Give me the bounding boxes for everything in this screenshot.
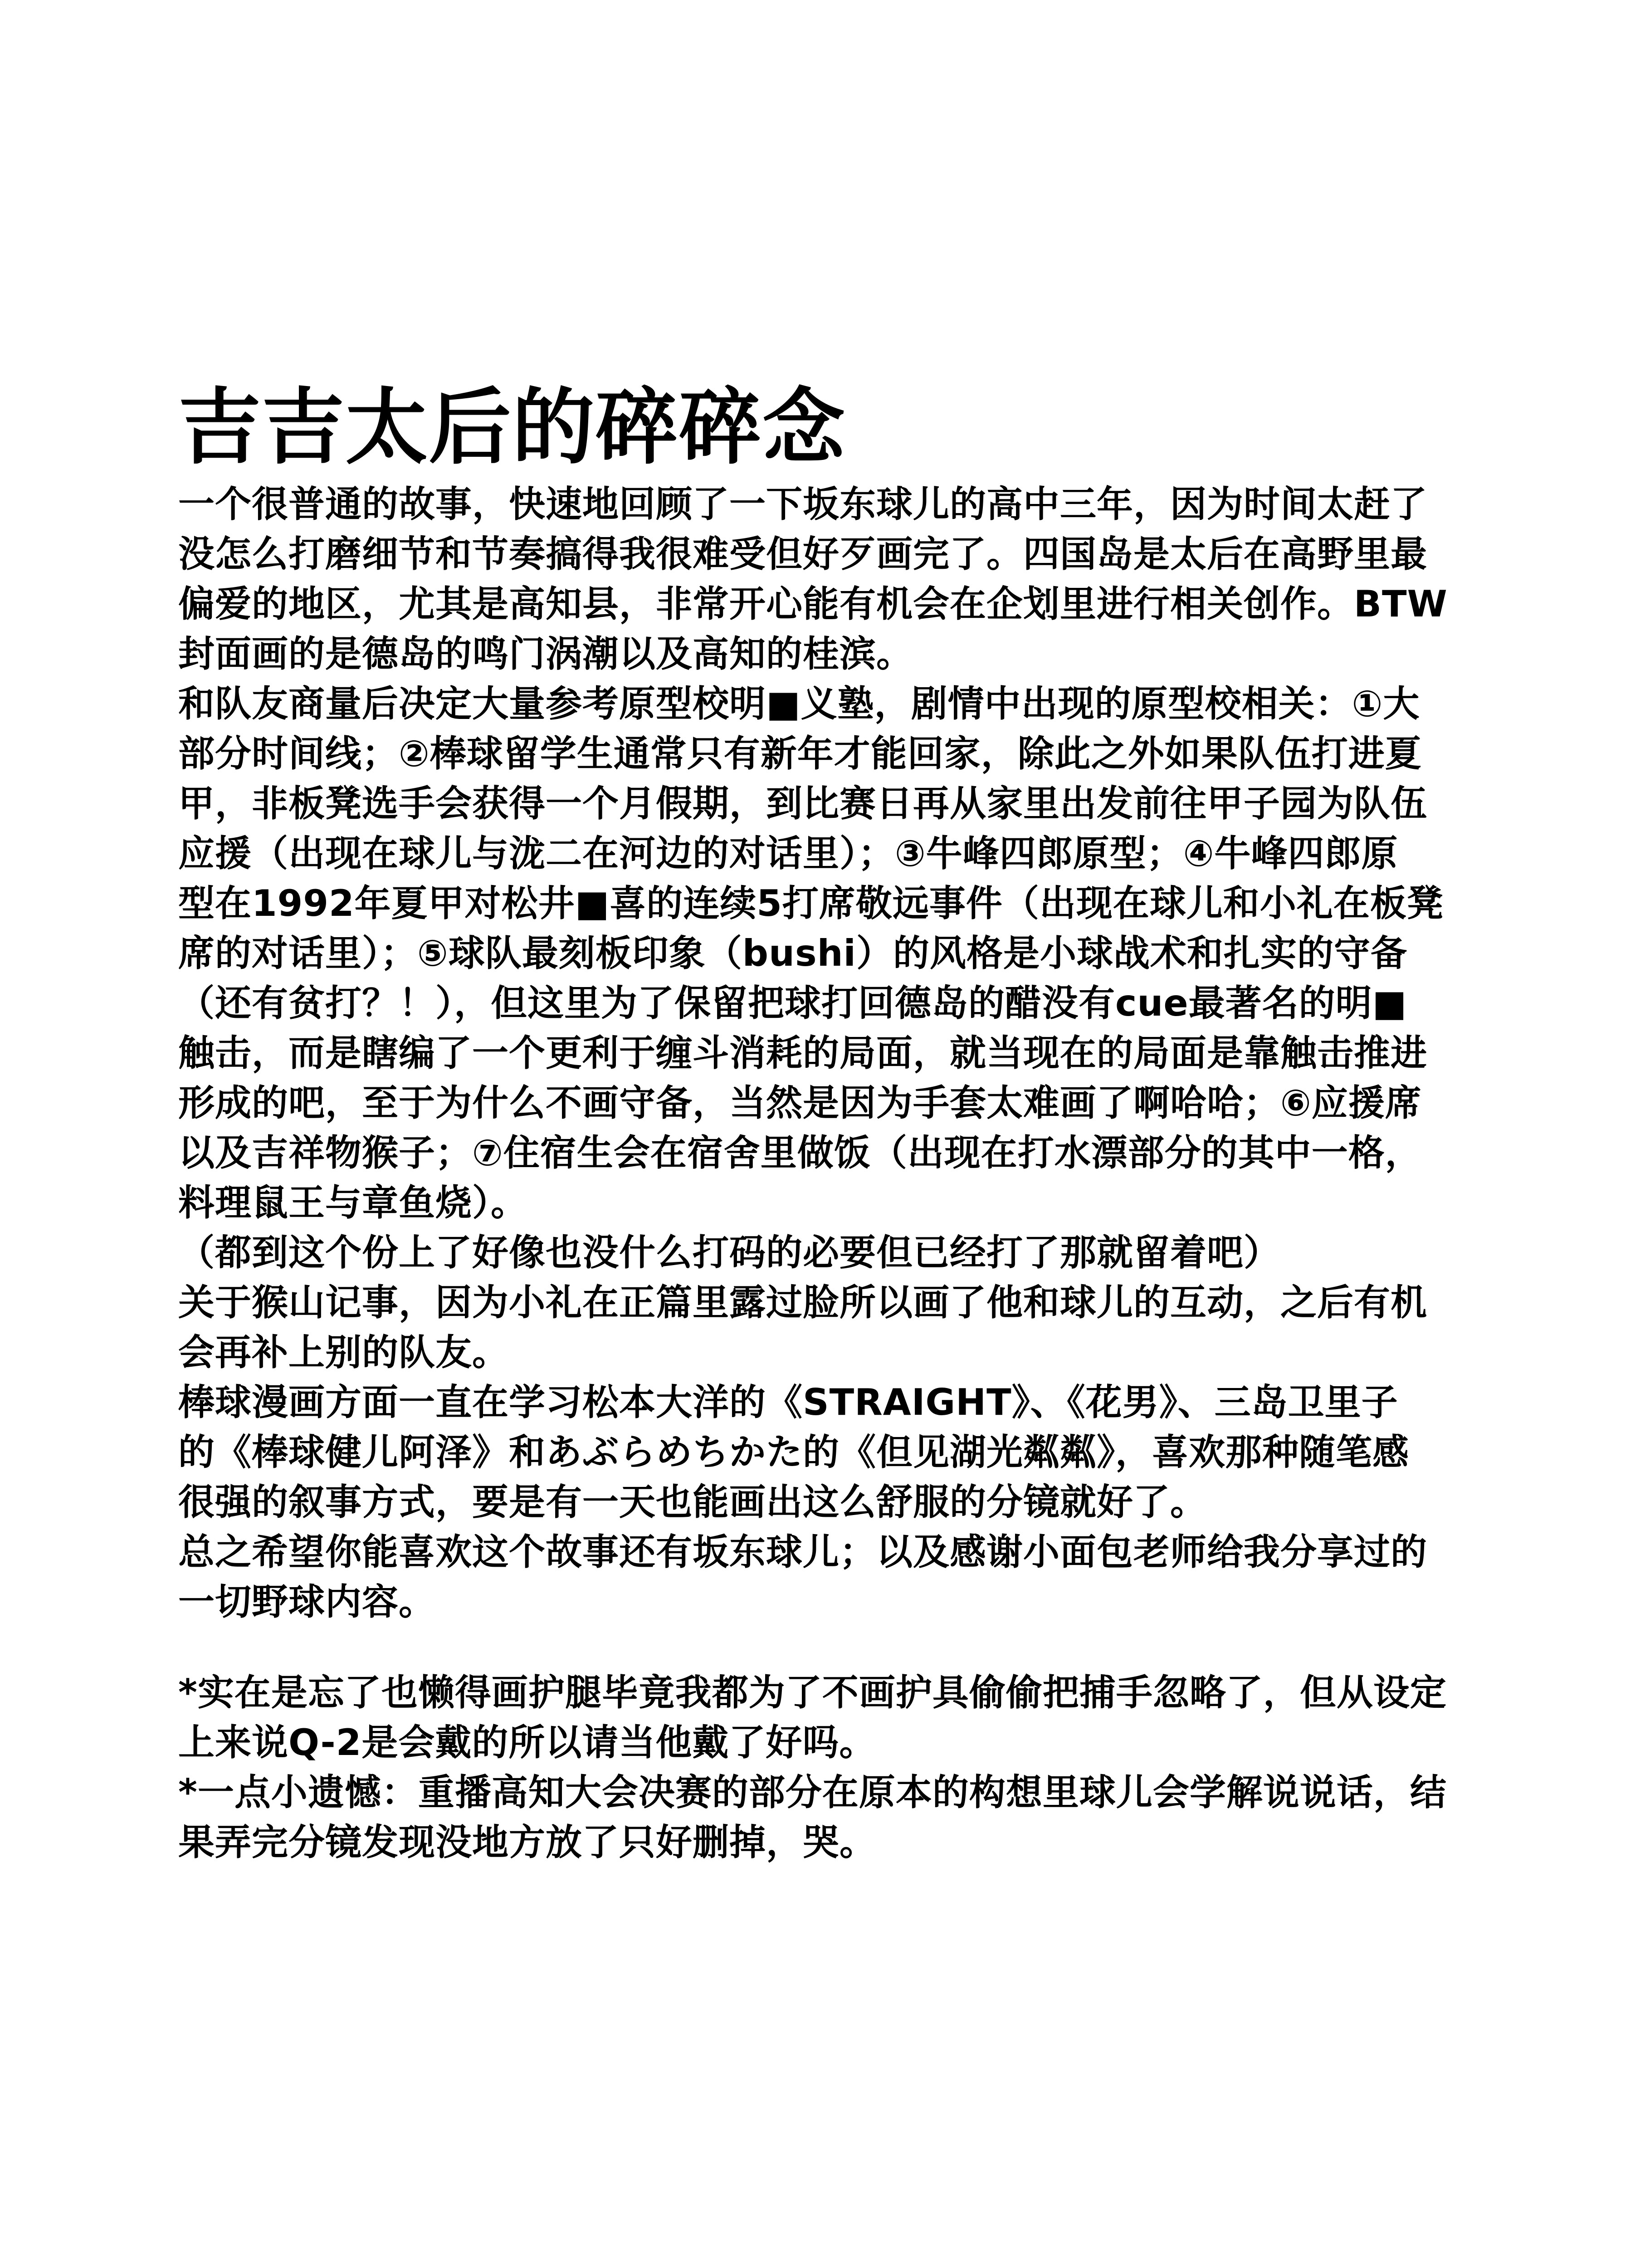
text-line: 以及吉祥物猴子；⑦住宿生会在宿舍里做饭（出现在打水漂部分的其中一格， bbox=[178, 1132, 1422, 1174]
page-title: 吉吉太后的碎碎念 bbox=[178, 379, 846, 475]
footnote-line: *一点小遗憾：重播高知大会决赛的部分在原本的构想里球儿会学解说说话，结 bbox=[178, 1771, 1447, 1813]
text-line: 很强的叙事方式，要是有一天也能画出这么舒服的分镜就好了。 bbox=[178, 1481, 1207, 1523]
text-line: 形成的吧，至于为什么不画守备，当然是因为手套太难画了啊哈哈；⑥应援席 bbox=[178, 1082, 1422, 1124]
footnote-line: 上来说Q-2是会戴的所以请当他戴了好吗。 bbox=[178, 1721, 876, 1764]
text-line: 席的对话里）；⑤球队最刻板印象（bushi）的风格是小球战术和扎实的守备 bbox=[178, 932, 1407, 974]
text-line: 的《棒球健儿阿泽》和あぶらめちかた的《但见湖光粼粼》，喜欢那种随笔感 bbox=[178, 1431, 1409, 1473]
footnote-line: *实在是忘了也懒得画护腿毕竟我都为了不画护具偷偷把捕手忽略了，但从设定 bbox=[178, 1672, 1447, 1714]
text-line: 总之希望你能喜欢这个故事还有坂东球儿；以及感谢小面包老师给我分享过的 bbox=[178, 1531, 1427, 1573]
text-line: 会再补上别的队友。 bbox=[178, 1331, 509, 1374]
text-line: 没怎么打磨细节和节奏搞得我很难受但好歹画完了。四国岛是太后在高野里最 bbox=[178, 533, 1427, 575]
text-line: 应援（出现在球儿与泷二在河边的对话里）；③牛峰四郎原型；④牛峰四郎原 bbox=[178, 832, 1398, 875]
text-line: 和队友商量后决定大量参考原型校明■义塾，剧情中出现的原型校相关：①大 bbox=[178, 683, 1420, 725]
text-line: 甲，非板凳选手会获得一个月假期，到比赛日再从家里出发前往甲子园为队伍 bbox=[178, 782, 1427, 825]
text-line: 触击，而是瞎编了一个更利于缠斗消耗的局面，就当现在的局面是靠触击推进 bbox=[178, 1032, 1427, 1074]
footnote-line: 果弄完分镜发现没地方放了只好删掉，哭。 bbox=[178, 1821, 876, 1863]
text-line: 料理鼠王与章鱼烧）。 bbox=[178, 1182, 527, 1224]
text-line: 棒球漫画方面一直在学习松本大洋的《STRAIGHT》、《花男》、三岛卫里子 bbox=[178, 1381, 1398, 1423]
text-line: 部分时间线；②棒球留学生通常只有新年才能回家，除此之外如果队伍打进夏 bbox=[178, 733, 1422, 775]
text-line: （都到这个份上了好像也没什么打码的必要但已经打了那就留着吧） bbox=[178, 1232, 1280, 1274]
text-line: 一切野球内容。 bbox=[178, 1581, 435, 1623]
text-line: 封面画的是德岛的鸣门涡潮以及高知的桂滨。 bbox=[178, 633, 913, 675]
text-line: （还有贫打？！），但这里为了保留把球打回德岛的醋没有cue最著名的明■ bbox=[178, 982, 1407, 1024]
text-line: 型在1992年夏甲对松井■喜的连续5打席敬远事件（出现在球儿和小礼在板凳 bbox=[178, 882, 1444, 924]
text-line: 一个很普通的故事，快速地回顾了一下坂东球儿的高中三年，因为时间太赶了 bbox=[178, 483, 1427, 525]
text-line: 关于猴山记事，因为小礼在正篇里露过脸所以画了他和球儿的互动，之后有机 bbox=[178, 1281, 1427, 1324]
text-line: 偏爱的地区，尤其是高知县，非常开心能有机会在企划里进行相关创作。BTW bbox=[178, 583, 1448, 625]
